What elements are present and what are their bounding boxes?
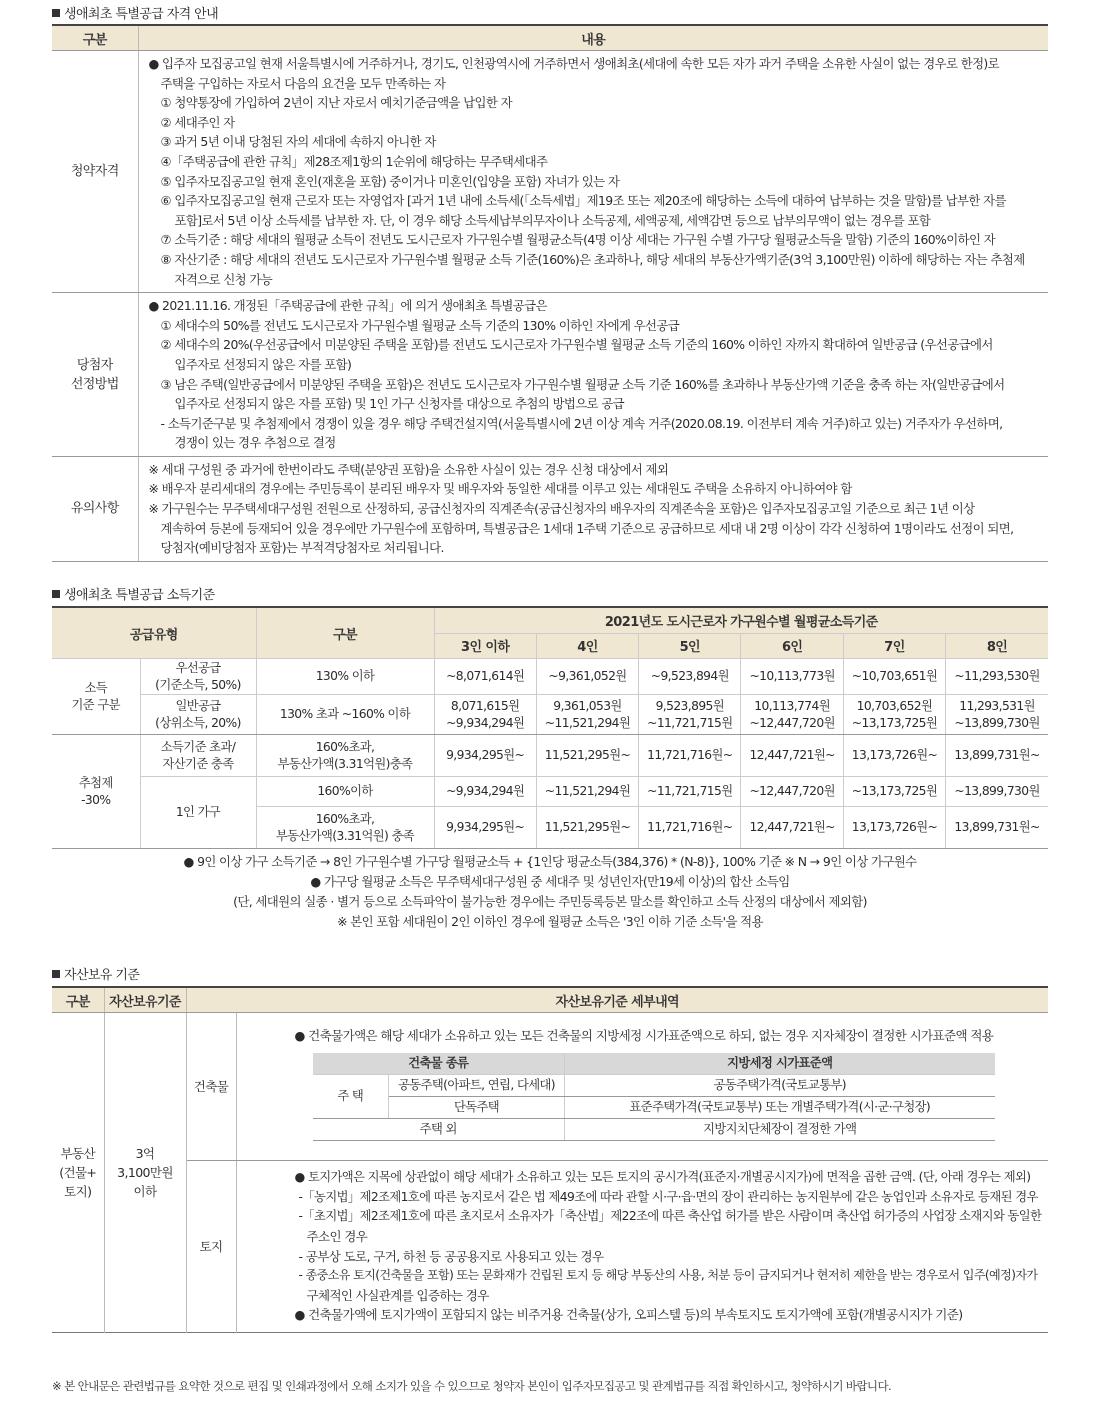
text-line: ② 세대수의 20%(우선공급에서 미분양된 주택을 포함)를 전년도 도시근로자 가구원수별 월평균 소득 기준의 160% 이하인 자까지 확대하여 일반공급 (우선공급에서 <box>160 337 993 353</box>
gubun-cell: 130% 이하 <box>256 659 434 695</box>
text-line: ● 입주자 모집공고일 현재 서울특별시에 거주하거나, 경기도, 인천광역시에 거주하면서 생애최초(세대에 속한 모든 자가 과거 주택을 소유한 사실이 없는 경우로 한정)로 <box>148 56 1000 71</box>
value-cell: 11,521,295원~ <box>536 735 638 777</box>
text-line: ※ 세대 구성원 중 과거에 한번이라도 주택(분양권 포함)을 소유한 사실이 있는 경우 신청 대상에서 제외 <box>148 461 669 477</box>
value-cell: 12,447,721원~ <box>741 735 843 777</box>
type-cell: 1인 가구 <box>140 777 256 849</box>
text-line: - 공부상 도로, 구거, 하천 등 공공용지로 사용되고 있는 경우 <box>298 1248 604 1264</box>
text-line: ③ 남은 주택(일반공급에서 미분양된 주택을 포함)은 전년도 도시근로자 가구원수별 월평균 소득 기준 160%를 초과하나 부동산가액 기준을 충족 하는 자(일반공급에서 <box>160 376 1005 392</box>
text-line: 포함]로서 5년 이상 소득세를 납부한 자. 단, 이 경우 해당 소득세납부의무자이나 소득공제, 세액공제, 세액감면 등으로 납부의무액이 없는 경우를 포함 <box>174 212 931 228</box>
header-gubun: 구분 <box>52 25 138 51</box>
gubun-cell: 160%이하 <box>256 777 434 807</box>
text-line: -「초지법」제2조제1호에 따른 초지로서 소유자가「축산법」제22조에 따른 축산업 허가를 받은 사람이며 축산업 허가증의 사업장 소재지와 동일한 <box>298 1209 1042 1224</box>
value-cell: ~9,934,294원 <box>434 777 536 807</box>
label-line: (건물+ <box>59 1165 97 1180</box>
value-cell: 9,934,295원~ <box>434 807 536 849</box>
label-eligibility: 청약자격 <box>52 51 138 293</box>
text-line: ※ 배우자 분리세대의 경우에는 주민등록이 분리된 배우자 및 배우자와 동일한 세대를 이루고 있는 세대원도 주택을 소유하지 아니하여야 함 <box>148 481 852 497</box>
value-cell <box>434 695 536 735</box>
value-line: 8,071,615원 <box>450 698 520 713</box>
inner-header-value: 지방세정 시가표준액 <box>565 1053 995 1075</box>
label-line: 3,100만원 <box>117 1165 173 1180</box>
text-line: -「농지법」제2조제1호에 따른 농지로서 같은 법 제49조에 따라 관할 시·구·읍·면의 장이 관리하는 농지원부에 같은 농업인과 소유자로 등재된 경우 <box>298 1189 1038 1204</box>
header-criterion: 자산보유기준 <box>104 987 186 1013</box>
text-line: - 종중소유 토지(건축물을 포함) 또는 문화재가 건립된 토지 등 해당 부동산의 사용, 처분 등이 금지되거나 현저히 제한을 받는 경우로서 입주(예정)자가 <box>298 1268 1038 1283</box>
value-cell <box>536 695 638 735</box>
label-line: 토지) <box>64 1184 92 1199</box>
label-line: 당첨자 <box>76 357 113 373</box>
inner-house-label: 주 택 <box>313 1075 389 1119</box>
value-line: ~12,447,720원 <box>749 715 835 730</box>
text-line: 입주자로 선정되지 않은 자를 포함) 및 1인 가구 신청자를 대상으로 추첨의 방법으로 공급 <box>174 396 625 412</box>
square-bullet-icon <box>52 9 60 17</box>
label-land: 토지 <box>186 1161 236 1333</box>
label-selection-method <box>52 293 138 457</box>
label-notes: 유의사항 <box>52 456 138 561</box>
label-line: 3억 <box>135 1146 155 1161</box>
value-cell: ~9,523,894원 <box>639 659 741 695</box>
inner-cell: 표준주택가격(국토교통부) 또는 개별주택가격(시·군·구청장) <box>565 1097 995 1119</box>
value-cell: ~11,293,530원 <box>946 659 1048 695</box>
header-col: 6인 <box>741 633 843 659</box>
gubun-cell <box>256 735 434 777</box>
content-notes <box>138 456 1048 561</box>
label-line: 선정방법 <box>70 376 119 392</box>
label-line: 소득기준 초과/ <box>160 739 236 754</box>
section-title-eligibility: 생애최초 특별공급 자격 안내 <box>52 3 218 22</box>
value-cell: ~10,113,773원 <box>741 659 843 695</box>
label-line: 추첨제 <box>78 775 113 790</box>
criterion-value <box>104 1013 186 1333</box>
value-cell: ~10,703,651원 <box>843 659 945 695</box>
text-line: ● 건축물가액에 토지가액이 포함되지 않는 비주거용 건축물(상가, 오피스텔 등)의 부속토지도 토지가액에 포함(개별공시지가 기준) <box>294 1307 963 1323</box>
text-line: 당첨자(예비당첨자 포함)는 부적격당첨자로 처리됩니다. <box>160 540 444 556</box>
value-cell <box>741 695 843 735</box>
table-row <box>313 1097 995 1119</box>
label-line: 160%초과, <box>315 739 375 754</box>
type-cell <box>140 695 256 735</box>
building-value-table <box>313 1053 995 1141</box>
value-cell: ~11,721,715원 <box>639 777 741 807</box>
value-line: ~13,899,730원 <box>954 715 1040 730</box>
text-line: 구체적인 사실관계를 입증하는 경우 <box>306 1287 489 1303</box>
value-cell: 13,899,731원~ <box>946 735 1048 777</box>
value-cell <box>639 695 741 735</box>
value-cell: 12,447,721원~ <box>741 807 843 849</box>
type-cell <box>140 659 256 695</box>
table-row <box>313 1119 995 1141</box>
value-cell: 13,173,726원~ <box>843 735 945 777</box>
content-selection-method <box>138 293 1048 457</box>
value-cell <box>843 695 945 735</box>
note-line: ※ 본인 포함 세대원이 2인 이하인 경우에 월평균 소득은 '3인 이하 기준 소득'을 적용 <box>337 914 763 929</box>
row-selection-method <box>52 293 1048 457</box>
section-title-assets: 자산보유 기준 <box>52 964 139 983</box>
group-label-income <box>52 659 140 735</box>
inner-cell: 공동주택(아파트, 연립, 다세대) <box>389 1075 565 1097</box>
header-col: 5인 <box>639 633 741 659</box>
header-content: 내용 <box>138 25 1048 51</box>
inner-header-type: 건축물 종류 <box>313 1053 565 1075</box>
inner-cell: 단독주택 <box>389 1097 565 1119</box>
income-notes <box>52 852 1048 932</box>
label-line: 부동산 <box>60 1146 95 1161</box>
gubun-realestate <box>52 1013 104 1333</box>
detail-building <box>236 1013 1048 1161</box>
detail-land <box>236 1161 1048 1333</box>
table-row <box>52 735 1048 777</box>
footer-disclaimer: ※ 본 안내문은 관련법규를 요약한 것으로 편집 및 인쇄과정에서 오해 소지가 있을 수 있으므로 청약자 본인이 입주자모집공고 및 관계법규를 직접 확인하시고, 청약하시기 바랍니다. <box>52 1379 892 1393</box>
text-line: ※ 가구원수는 무주택세대구성원 전원으로 산정하되, 공급신청자의 직계존속(공급신청자의 배우자의 직계존속을 포함)은 입주자모집공고일 기준으로 최근 1년 이상 <box>148 501 975 517</box>
square-bullet-icon <box>52 970 60 978</box>
value-cell: 11,721,716원~ <box>639 735 741 777</box>
value-cell: 11,721,716원~ <box>639 807 741 849</box>
text-line: ● 건축물가액은 해당 세대가 소유하고 있는 모든 건축물의 지방세정 시가표준액으로 하되, 없는 경우 지자체장이 결정한 시가표준액 적용 <box>294 1027 994 1043</box>
section-title-income: 생애최초 특별공급 소득기준 <box>52 584 215 603</box>
label-line: 이하 <box>133 1184 157 1199</box>
header-col: 7인 <box>843 633 945 659</box>
value-line: 9,361,053원 <box>553 698 622 713</box>
inner-cell: 공동주택가격(국토교통부) <box>565 1075 995 1097</box>
label-line: 부동산가액(3.31억원) 충족 <box>275 828 415 843</box>
value-cell: ~12,447,720원 <box>741 777 843 807</box>
value-cell: 9,934,295원~ <box>434 735 536 777</box>
asset-table <box>52 986 1048 1333</box>
value-cell: 13,899,731원~ <box>946 807 1048 849</box>
value-line: ~11,521,294원 <box>544 715 631 730</box>
note-line: (단, 세대원의 실종 · 별거 등으로 소득파악이 불가능한 경우에는 주민등록등본 말소를 확인하고 소득 산정의 대상에서 제외함) <box>233 894 867 909</box>
value-cell: ~9,361,052원 <box>536 659 638 695</box>
text-line: 입주자로 선정되지 않은 자를 포함) <box>174 356 352 372</box>
text-line: ⑤ 입주자모집공고일 현재 혼인(재혼을 포함) 중이거나 미혼인(입양을 포함) 자녀가 있는 자 <box>160 173 620 189</box>
text-line: ⑥ 입주자모집공고일 현재 근로자 또는 자영업자 [과거 1년 내에 소득세(「소득세법」제19조 또는 제20조에 해당하는 소득에 대하여 납부하는 것을 말함)를 납부한 자를 <box>160 193 1006 209</box>
table-row <box>313 1075 995 1097</box>
label-line: (기준소득, 50%) <box>155 677 241 692</box>
text-line: ① 세대수의 50%를 전년도 도시근로자 가구원수별 월평균 소득 기준의 130% 이하인 자에게 우선공급 <box>160 317 680 333</box>
text-line: 경쟁이 있는 경우 추첨으로 결정 <box>174 435 336 451</box>
label-line: 부동산가액(3.31억원)충족 <box>277 756 413 771</box>
label-line: (상위소득, 20%) <box>155 715 241 730</box>
header-col: 4인 <box>536 633 638 659</box>
text-line: 주택을 구입하는 자로서 다음의 요건을 모두 만족하는 자 <box>160 75 446 91</box>
label-building: 건축물 <box>186 1013 236 1161</box>
value-line: 9,523,895원 <box>655 698 725 713</box>
note-line: ● 가구당 월평균 소득은 무주택세대구성원 중 세대주 및 성년인자(만19세 이상)의 합산 소득임 <box>310 874 790 889</box>
value-cell: ~8,071,614원 <box>434 659 536 695</box>
label-line: 일반공급 <box>175 698 221 713</box>
header-col: 3인 이하 <box>434 633 536 659</box>
gubun-cell <box>256 807 434 849</box>
header-col: 8인 <box>946 633 1048 659</box>
label-line: 기준 구분 <box>71 697 120 712</box>
table-row <box>52 777 1048 807</box>
text-line: ⑧ 자산기준 : 해당 세대의 전년도 도시근로자 가구원수별 월평균 소득 기준(160%)은 초과하나, 해당 세대의 부동산가액기준(3억 3,100만원) 이하에 해당하는 자는 추첨제 <box>160 251 1025 267</box>
text-line: - 소득기준구분 및 추첨제에서 경쟁이 있을 경우 해당 주택건설지역(서울특별시에 2년 이상 계속 거주(2020.08.19. 이전부터 계속 거주)하고 있는) 거주자가 우선하며, <box>160 415 1003 431</box>
group-label-lottery <box>52 735 140 849</box>
header-gubun: 구분 <box>256 607 434 659</box>
label-line: 자산기준 충족 <box>162 756 234 771</box>
type-cell <box>140 735 256 777</box>
row-eligibility <box>52 51 1048 293</box>
text-line: ● 토지가액은 지목에 상관없이 해당 세대가 소유하고 있는 모든 토지의 공시가격(표준지·개별공시지가)에 면적을 곱한 금액. (단, 아래 경우는 제외) <box>294 1170 1031 1185</box>
content-eligibility <box>138 51 1048 293</box>
row-land <box>52 1161 1048 1333</box>
row-notes <box>52 456 1048 561</box>
text-line: ● 2021.11.16. 개정된「주택공급에 관한 규칙」에 의거 생애최초 특별공급은 <box>148 298 547 314</box>
text-line: 계속하여 등본에 등재되어 있을 경우에만 가구원수에 포함하며, 특별공급은 1세대 1주택 기준으로 공급하므로 세대 내 2명 이상이 각각 신청하여 1명이라도 선정이 되면, <box>160 520 1014 536</box>
value-line: 11,293,531원 <box>959 698 1035 713</box>
note-line: ● 9인 이상 가구 소득기준 → 8인 가구원수별 가구당 월평균소득 + {1인당 평균소득(384,376) * (N-8)}, 100% 기준 ※ N → 9인 이상 가구원수 <box>183 854 917 869</box>
value-cell: ~13,899,730원 <box>946 777 1048 807</box>
value-line: ~13,173,725원 <box>851 715 938 730</box>
value-cell: 11,521,295원~ <box>536 807 638 849</box>
text-line: 자격으로 신청 가능 <box>174 271 273 287</box>
inner-cell: 주택 외 <box>313 1119 565 1141</box>
label-line: -30% <box>81 792 111 807</box>
eligibility-table <box>52 24 1048 562</box>
header-supply-type: 공급유형 <box>52 607 256 659</box>
table-row <box>52 659 1048 695</box>
value-cell <box>946 695 1048 735</box>
value-line: ~9,934,294원 <box>446 715 525 730</box>
table-row <box>52 695 1048 735</box>
row-building <box>52 1013 1048 1161</box>
text-line: ⑦ 소득기준 : 해당 세대의 월평균 소득이 전년도 도시근로자 가구원수별 월평균소득(4명 이상 세대는 가구원 수별 가구당 월평균소득을 말함) 기준의 160%이하인 자 <box>160 232 996 248</box>
value-line: 10,703,652원 <box>856 698 933 713</box>
text-line: ③ 과거 5년 이내 당첨된 자의 세대에 속하지 아니한 자 <box>160 134 436 150</box>
inner-cell: 지방지치단체장이 결정한 가액 <box>565 1119 995 1141</box>
value-line: ~11,721,715원 <box>647 715 733 730</box>
header-income-group: 2021년도 도시근로자 가구원수별 월평균소득기준 <box>434 607 1048 633</box>
gubun-cell: 130% 초과 ~160% 이하 <box>256 695 434 735</box>
square-bullet-icon <box>52 590 60 598</box>
income-table <box>52 606 1048 849</box>
label-line: 소득 <box>84 680 108 695</box>
text-line: 주소인 경우 <box>306 1228 368 1244</box>
text-line: ④「주택공급에 관한 규칙」제28조제1항의 1순위에 해당하는 무주택세대주 <box>160 153 548 169</box>
header-gubun: 구분 <box>52 987 104 1013</box>
label-line: 우선공급 <box>175 660 221 675</box>
header-detail: 자산보유기준 세부내역 <box>186 987 1048 1013</box>
label-line: 160%초과, <box>315 811 375 826</box>
text-line: ① 청약통장에 가입하여 2년이 지난 자로서 예치기준금액을 납입한 자 <box>160 95 512 111</box>
text-line: ② 세대주인 자 <box>160 114 235 130</box>
value-cell: 13,173,726원~ <box>843 807 945 849</box>
value-cell: ~13,173,725원 <box>843 777 945 807</box>
value-line: 10,113,774원 <box>754 698 830 713</box>
value-cell: ~11,521,294원 <box>536 777 638 807</box>
